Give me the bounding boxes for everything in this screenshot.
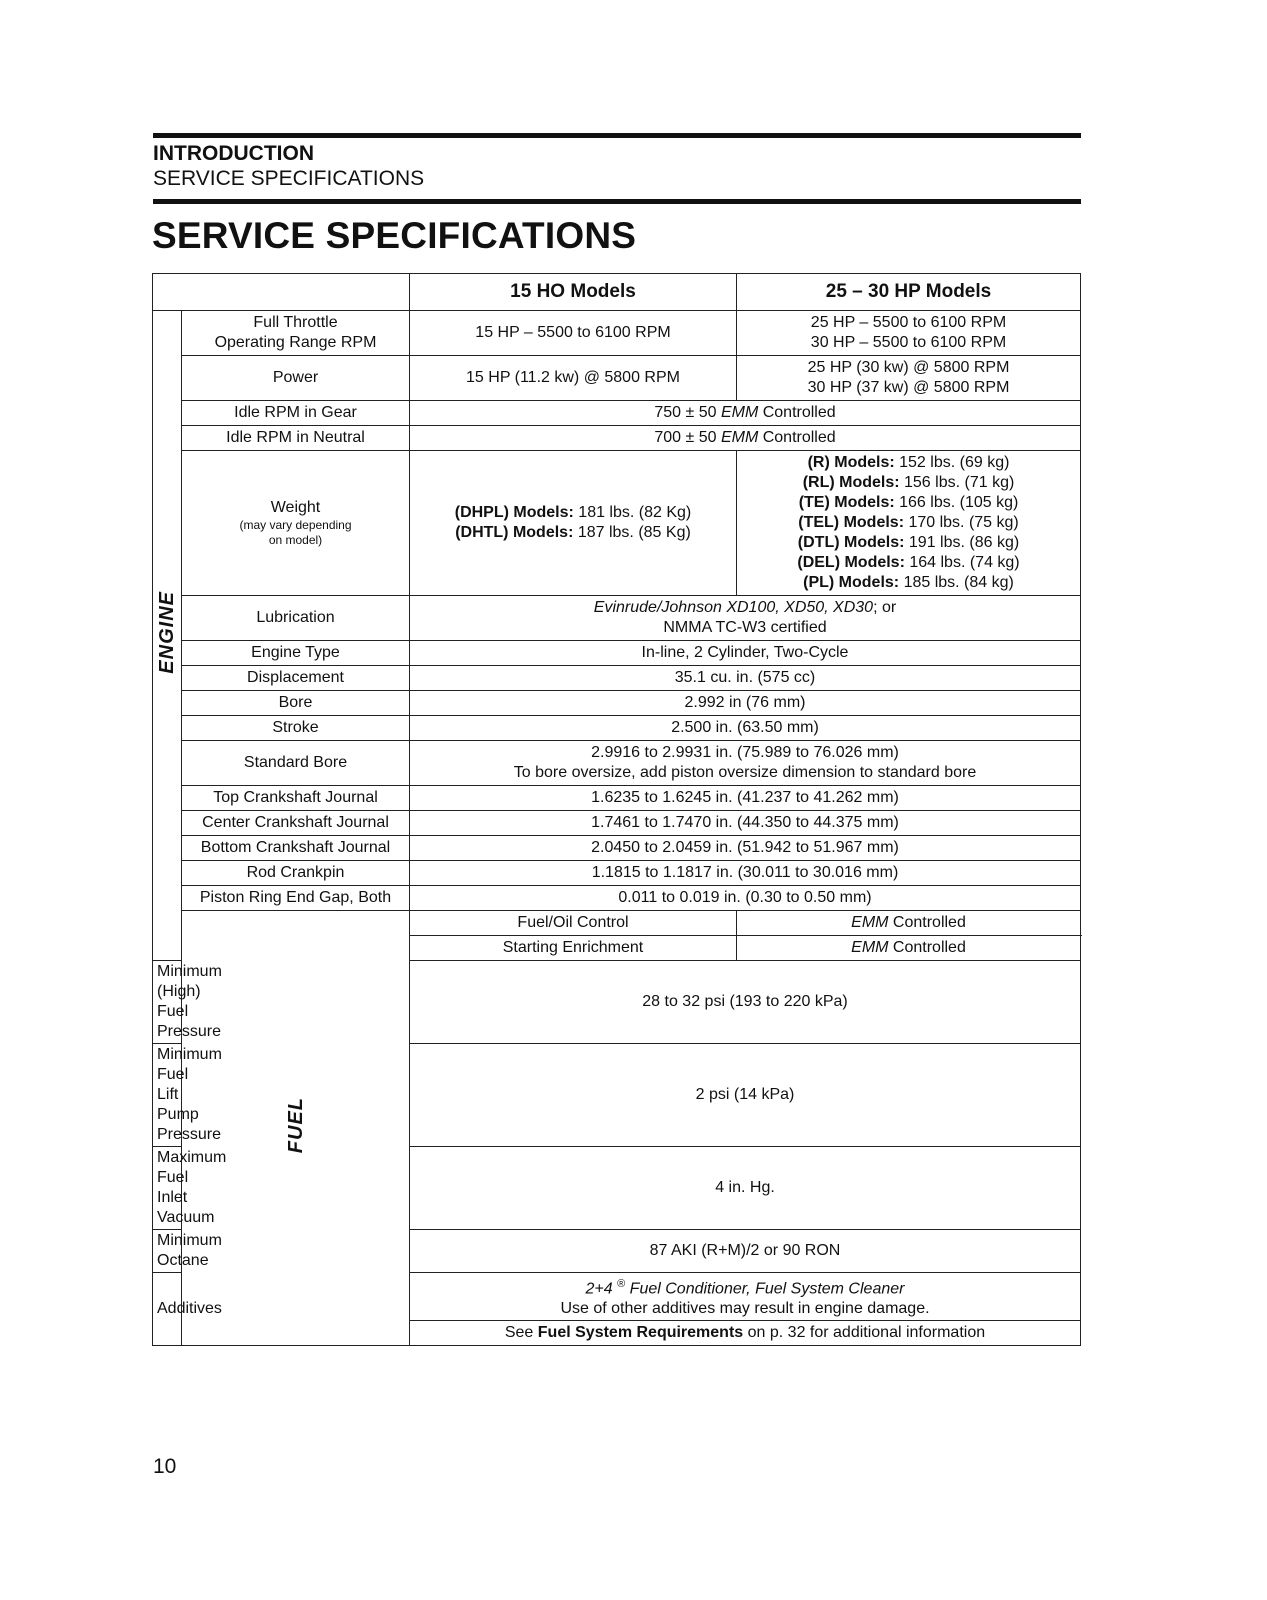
- value-cell: 4 in. Hg.: [410, 1147, 1081, 1230]
- row-label: Center Crankshaft Journal: [182, 811, 410, 836]
- value-cell: 28 to 32 psi (193 to 220 kPa): [410, 961, 1081, 1044]
- value-cell: 2.0450 to 2.0459 in. (51.942 to 51.967 mm): [410, 836, 1081, 861]
- table-row: [153, 666, 1081, 691]
- category-engine: [153, 311, 182, 961]
- value-cell: 2.500 in. (63.50 mm): [410, 716, 1081, 741]
- row-label: Minimum (High) Fuel Pressure: [153, 961, 182, 1044]
- header-rule-top: [153, 133, 1081, 138]
- value-cell: Evinrude/Johnson XD100, XD50, XD30; or NMMA TC-W3 certified: [410, 596, 1081, 641]
- row-label: Engine Type: [182, 641, 410, 666]
- table-row: [153, 886, 1081, 911]
- value-cell: 2+4 ® Fuel Conditioner, Fuel System Cleaner Use of other additives may result in engine damage.: [410, 1273, 1081, 1321]
- value-cell: EMM Controlled: [737, 936, 1081, 961]
- row-label: Power: [182, 356, 410, 401]
- table-row: [153, 836, 1081, 861]
- table-row: [153, 311, 1081, 356]
- value-cell: 1.7461 to 1.7470 in. (44.350 to 44.375 mm): [410, 811, 1081, 836]
- category-label: ENGINE: [156, 591, 178, 674]
- value-cell: 35.1 cu. in. (575 cc): [410, 666, 1081, 691]
- row-label: Fuel/Oil Control: [410, 911, 737, 936]
- table-row: [153, 811, 1081, 836]
- value-cell: 750 ± 50 EMM Controlled: [410, 401, 1081, 426]
- row-label: Standard Bore: [182, 741, 410, 786]
- value-cell: 1.6235 to 1.6245 in. (41.237 to 41.262 mm): [410, 786, 1081, 811]
- value-cell: 700 ± 50 EMM Controlled: [410, 426, 1081, 451]
- header-rule-bottom: [153, 199, 1081, 204]
- table-header-row: [153, 274, 1081, 311]
- page-title: SERVICE SPECIFICATIONS: [152, 215, 637, 256]
- table-row: [153, 451, 1081, 596]
- row-label: Idle RPM in Gear: [182, 401, 410, 426]
- value-cell: 15 HP (11.2 kw) @ 5800 RPM: [410, 356, 737, 401]
- page-number: 10: [153, 1455, 177, 1478]
- row-label: Bore: [182, 691, 410, 716]
- row-label: Minimum Fuel Lift Pump Pressure: [153, 1044, 182, 1147]
- row-label: Displacement: [182, 666, 410, 691]
- row-label: Rod Crankpin: [182, 861, 410, 886]
- table-row: [153, 911, 1081, 936]
- value-cell: See Fuel System Requirements on p. 32 for additional information: [410, 1321, 1081, 1346]
- row-label: Additives: [153, 1273, 182, 1346]
- value-cell: 87 AKI (R+M)/2 or 90 RON: [410, 1230, 1081, 1273]
- value-cell: 2 psi (14 kPa): [410, 1044, 1081, 1147]
- category-label: FUEL: [284, 1097, 307, 1154]
- section-title: INTRODUCTION: [153, 142, 314, 165]
- column-header-25-30hp: 25 – 30 HP Models: [737, 274, 1081, 311]
- value-cell: 0.011 to 0.019 in. (0.30 to 0.50 mm): [410, 886, 1081, 911]
- row-label: Top Crankshaft Journal: [182, 786, 410, 811]
- value-cell: 25 HP (30 kw) @ 5800 RPM 30 HP (37 kw) @ 5800 RPM: [737, 356, 1081, 401]
- value-cell: 2.992 in (76 mm): [410, 691, 1081, 716]
- table-row: [153, 861, 1081, 886]
- row-label: Piston Ring End Gap, Both: [182, 886, 410, 911]
- row-label: Weight (may vary depending on model): [182, 451, 410, 596]
- table-row: [153, 401, 1081, 426]
- value-cell: EMM Controlled: [737, 911, 1081, 936]
- header-empty-cell: [153, 274, 410, 311]
- value-cell: 1.1815 to 1.1817 in. (30.011 to 30.016 mm): [410, 861, 1081, 886]
- table-row: [153, 426, 1081, 451]
- subsection-title: SERVICE SPECIFICATIONS: [153, 167, 425, 190]
- row-label: Maximum Fuel Inlet Vacuum: [153, 1147, 182, 1230]
- value-cell: (R) Models: 152 lbs. (69 kg) (RL) Models: 156 lbs. (71 kg) (TE) Models: 166 lbs. (105 kg) (TEL) Models: 170 lbs. (75 kg) (DTL) Models: 191 lbs. (86 kg) (DEL) Models: 164 lbs. (74 kg) (PL) Models: 185 lbs. (84 kg): [737, 451, 1081, 596]
- row-label: Starting Enrichment: [410, 936, 737, 961]
- specifications-table: [152, 273, 1081, 1346]
- value-cell: 2.9916 to 2.9931 in. (75.989 to 76.026 mm) To bore oversize, add piston oversize dimension to standard bore: [410, 741, 1081, 786]
- row-label: Idle RPM in Neutral: [182, 426, 410, 451]
- value-cell: In-line, 2 Cylinder, Two-Cycle: [410, 641, 1081, 666]
- table-row: [153, 786, 1081, 811]
- value-cell: 15 HP – 5500 to 6100 RPM: [410, 311, 737, 356]
- value-cell: (DHPL) Models: 181 lbs. (82 Kg) (DHTL) Models: 187 lbs. (85 Kg): [410, 451, 737, 596]
- column-header-15ho: 15 HO Models: [410, 274, 737, 311]
- table-row: [153, 596, 1081, 641]
- row-label: Full Throttle Operating Range RPM: [182, 311, 410, 356]
- row-label: Bottom Crankshaft Journal: [182, 836, 410, 861]
- table-row: [153, 356, 1081, 401]
- row-label: Lubrication: [182, 596, 410, 641]
- table-row: [153, 716, 1081, 741]
- table-row: [153, 691, 1081, 716]
- row-label: Stroke: [182, 716, 410, 741]
- value-cell: 25 HP – 5500 to 6100 RPM 30 HP – 5500 to 6100 RPM: [737, 311, 1081, 356]
- table-row: [153, 741, 1081, 786]
- table-row: [153, 641, 1081, 666]
- row-label: Minimum Octane: [153, 1230, 182, 1273]
